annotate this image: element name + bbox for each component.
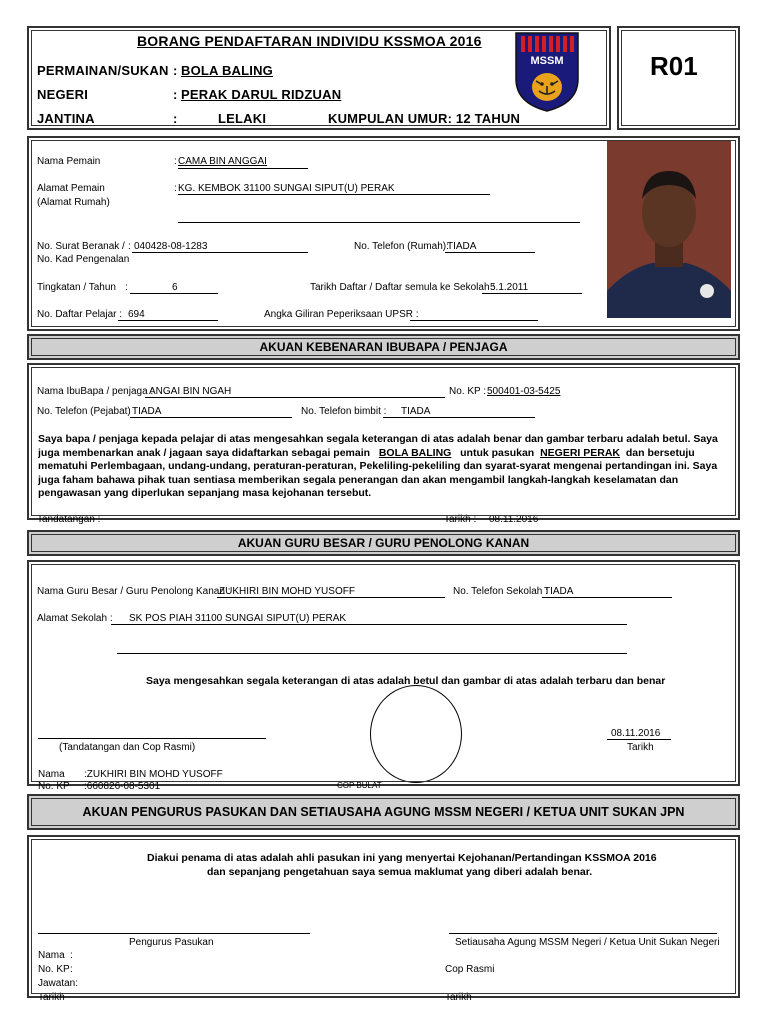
headmaster-section-bar <box>27 530 740 556</box>
mssm-logo <box>514 31 580 113</box>
parent-name-line <box>145 397 445 398</box>
hm-sign-label: (Tandatangan dan Cop Rasmi) <box>59 742 196 753</box>
manager-sign-label: Pengurus Pasukan <box>129 937 214 948</box>
phone-home-line <box>445 252 535 253</box>
player-address-sep: : <box>174 183 177 194</box>
sport-value: BOLA BALING <box>181 63 273 78</box>
state-sep: : <box>173 87 178 102</box>
school-phone-value: TIADA <box>544 586 574 597</box>
manager-kp-sep: : <box>70 964 73 975</box>
declaration-team: NEGERI PERAK <box>540 446 621 459</box>
parent-signature-label: Tandatangan : <box>37 514 101 525</box>
school-address-line <box>111 624 627 625</box>
manager-section-title: AKUAN PENGURUS PASUKAN DAN SETIAUSAHA AGUNG MSSM NEGERI / KETUA UNIT SUKAN JPN <box>82 805 685 819</box>
manager-tarikh-label: Tarikh <box>38 992 65 1003</box>
declaration-part-3: dan bersetuju mematuhi Perlembagaan, undang-undang, peraturan-peraturan, Pekeliling-pekeliling dan syarat-syarat mengenai pertandingan ini. Saya juga faham bahawa pihak tuan sentiasa memberikan segala penerangan dan akan mengambil langkah-langkah keselamatan dan pengawasan yang diperlukan sepanjang masa kejohanan tersebut. <box>38 446 718 499</box>
manager-kp-label: No. KP <box>38 964 70 975</box>
hm-name-value: ZUKHIRI BIN MOHD YUSOFF <box>219 586 355 597</box>
birth-sep: : <box>128 241 131 252</box>
manager-nama-sep: : <box>70 950 73 961</box>
gender-value: LELAKI <box>218 111 267 126</box>
sport-label: PERMAINAN/SUKAN <box>37 63 169 78</box>
reg-date-line <box>482 293 582 294</box>
parent-kp-label: No. KP : <box>449 386 487 397</box>
school-address-line-2 <box>117 653 627 654</box>
stamp-label: COP BULAT <box>337 781 382 790</box>
player-address-line-2 <box>178 222 580 223</box>
birth-value: 040428-08-1283 <box>134 241 208 252</box>
cop-rasmi-label: Cop Rasmi <box>445 964 495 975</box>
parent-section-title: AKUAN KEBENARAN IBUBAPA / PENJAGA <box>259 340 508 354</box>
state-value: PERAK DARUL RIDZUAN <box>181 87 342 102</box>
manager-declaration-1: Diakui penama di atas adalah ahli pasukan ini yang menyertai Kejohanan/Pertandingan KSSMOA 2016 <box>147 852 657 864</box>
age-group: KUMPULAN UMUR: 12 TAHUN <box>328 111 521 126</box>
parent-date-value: 08.11.2016 <box>489 514 539 525</box>
reg-date-value: 5.1.2011 <box>490 282 529 293</box>
secretary-sign-label: Setiausaha Agung MSSM Negeri / Ketua Unit Sukan Negeri <box>455 937 720 948</box>
parent-kp-value: 500401-03-5425 <box>487 386 561 397</box>
player-name-line <box>178 168 308 169</box>
birth-line <box>132 252 308 253</box>
birth-cert-label: No. Surat Beranak / <box>37 241 125 252</box>
form-line <box>130 293 218 294</box>
secretary-sign-line <box>449 933 717 934</box>
player-address-label: Alamat Pemain <box>37 183 105 194</box>
parent-name-value: ANGAI BIN NGAH <box>149 386 232 397</box>
ic-label: No. Kad Pengenalan <box>37 254 130 265</box>
form-sep: : <box>125 282 128 293</box>
school-address-value: SK POS PIAH 31100 SUNGAI SIPUT(U) PERAK <box>129 613 347 624</box>
parent-date-label: Tarikh : <box>444 514 477 525</box>
player-name-value: CAMA BIN ANGGAI <box>178 156 267 167</box>
mobile-line <box>383 417 535 418</box>
hm-kp-value: :660826-08-5301 <box>84 781 161 792</box>
phone-home-value: TIADA <box>447 241 477 252</box>
phone-home-label: No. Telefon (Rumah): <box>354 241 449 252</box>
player-photo <box>607 141 731 318</box>
school-address-label: Alamat Sekolah : <box>37 613 113 624</box>
mobile-label: No. Telefon bimbit : <box>301 406 387 417</box>
parent-box <box>27 363 740 525</box>
hm-nama-value: :ZUKHIRI BIN MOHD YUSOFF <box>84 769 223 780</box>
form-title: BORANG PENDAFTARAN INDIVIDU KSSMOA 2016 <box>137 33 482 49</box>
gender-sep: : <box>173 111 178 126</box>
hm-nama-label: Nama <box>38 769 65 780</box>
reg-date-label: Tarikh Daftar / Daftar semula ke Sekolah : <box>310 282 496 293</box>
manager-sign-line <box>38 933 310 934</box>
declaration-part-2: untuk pasukan <box>460 446 535 459</box>
hm-date-line <box>607 739 671 740</box>
hm-sign-line <box>38 738 266 739</box>
student-no-line <box>118 320 218 321</box>
hm-kp-label: No. KP <box>38 781 70 792</box>
gender-label: JANTINA <box>37 111 95 126</box>
mobile-value: TIADA <box>401 406 431 417</box>
hm-name-line <box>217 597 445 598</box>
stamp-circle <box>370 685 462 783</box>
parent-section-bar <box>27 334 740 360</box>
hm-date-label: Tarikh <box>627 742 654 753</box>
player-address-value: KG. KEMBOK 31100 SUNGAI SIPUT(U) PERAK <box>178 183 395 194</box>
upsr-label: Angka Giliran Peperiksaan UPSR : <box>264 309 419 320</box>
school-phone-line <box>542 597 672 598</box>
manager-declaration-2: dan sepanjang pengetahuan saya semua maklumat yang diberi adalah benar. <box>207 866 593 878</box>
parent-declaration <box>38 433 728 501</box>
state-label: NEGERI <box>37 87 89 102</box>
hm-name-label: Nama Guru Besar / Guru Penolong Kanan : <box>37 586 231 597</box>
form-value: 6 <box>172 282 178 293</box>
office-phone-value: TIADA <box>132 406 162 417</box>
manager-nama-label: Nama <box>38 950 65 961</box>
declaration-part-1: Saya bapa / penjaga kepada pelajar di atas mengesahkan segala keterangan di atas adalah benar dan gambar terbaru adalah betul. Saya juga membenarkan anak / jagaan saya didaftarkan sebagai pemain <box>38 433 718 459</box>
player-name-label: Nama Pemain <box>37 156 101 167</box>
player-name-sep: : <box>174 156 177 167</box>
office-phone-label: No. Telefon (Pejabat) : <box>37 406 137 417</box>
student-no-value: 694 <box>128 309 145 320</box>
parent-name-label: Nama IbuBapa / penjaga : <box>37 386 154 397</box>
sport-sep: : <box>173 63 178 78</box>
player-address-line <box>178 194 490 195</box>
hm-date-value: 08.11.2016 <box>611 728 661 739</box>
headmaster-section-title: AKUAN GURU BESAR / GURU PENOLONG KANAN <box>237 536 530 550</box>
manager-box <box>27 835 740 1003</box>
form-label: Tingkatan / Tahun <box>37 282 116 293</box>
declaration-game: BOLA BALING <box>378 446 452 459</box>
headmaster-box <box>27 560 740 792</box>
right-tarikh-label: Tarikh <box>445 992 472 1003</box>
logo-text: MSSM <box>530 55 564 67</box>
player-address-sub: (Alamat Rumah) <box>37 197 110 208</box>
student-no-label: No. Daftar Pelajar : <box>37 309 123 320</box>
manager-jawatan-label: Jawatan: <box>38 978 79 989</box>
hm-declaration: Saya mengesahkan segala keterangan di atas adalah betul dan gambar di atas adalah terbaru dan benar <box>146 675 666 687</box>
form-code: R01 <box>650 51 698 81</box>
school-phone-label: No. Telefon Sekolah : <box>453 586 548 597</box>
office-phone-line <box>130 417 292 418</box>
upsr-line <box>410 320 538 321</box>
manager-section-bar <box>27 794 740 830</box>
